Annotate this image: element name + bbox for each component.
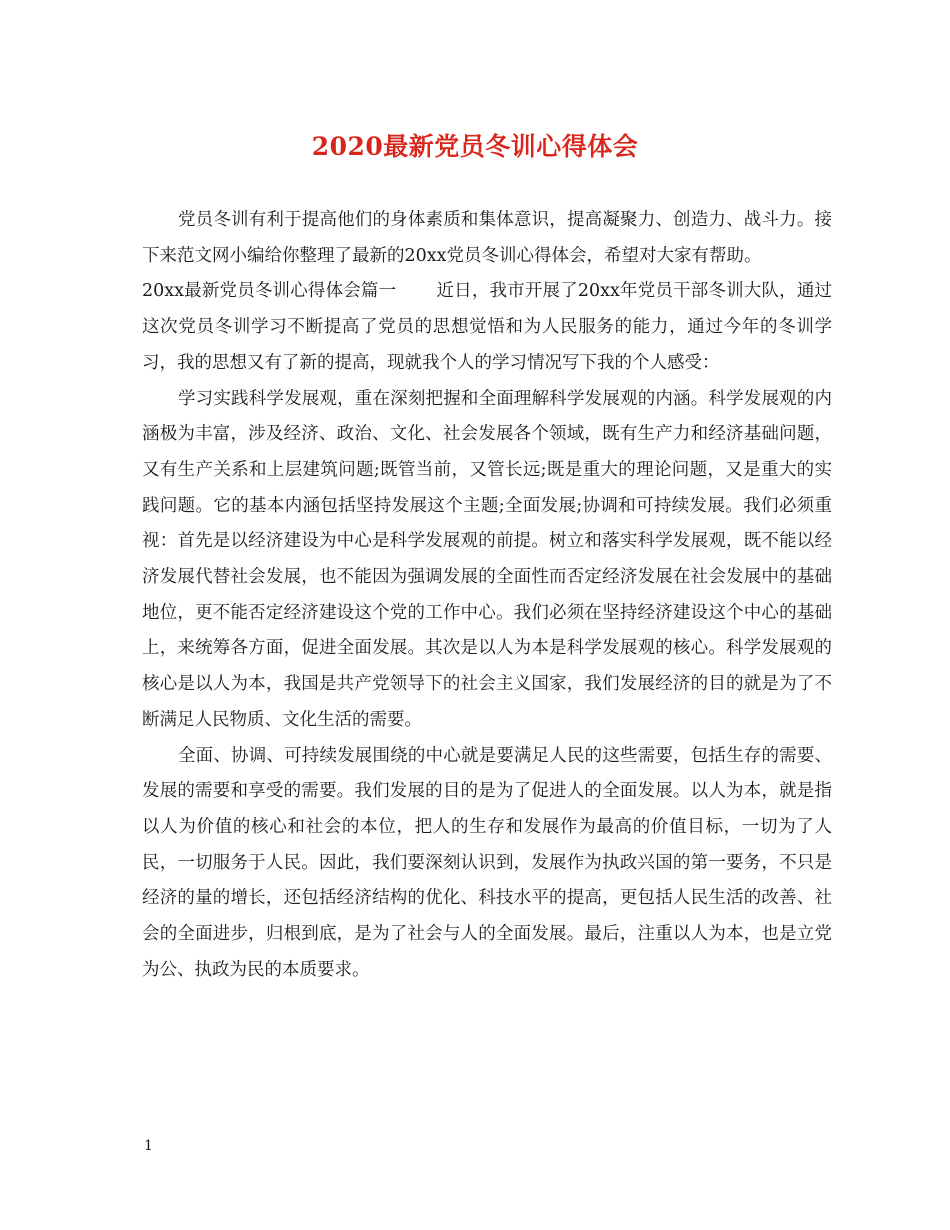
section-heading: 20xx最新党员冬训心得体会篇一 xyxy=(142,281,397,302)
paragraph-intro: 党员冬训有利于提高他们的身体素质和集体意识，提高凝聚力、创造力、战斗力。接下来范文网小编给你整理了最新的20xx党员冬训心得体会，希望对大家有帮助。 xyxy=(142,210,832,266)
paragraph-scientific-development: 学习实践科学发展观，重在深刻把握和全面理解科学发展观的内涵。科学发展观的内涵极为丰富，涉及经济、政治、文化、社会发展各个领域，既有生产力和经济基础问题，又有生产关系和上层建筑问题;既管当前，又管长远;既是重大的理论问题，又是重大的实践问题。它的基本内涵包括坚持发展这个主题;全面发展;协调和可持续发展。我们必须重视：首先是以经济建设为中心是科学发展观的前提。树立和落实科学发展观，既不能以经济发展代替社会发展，也不能因为强调发展的全面性而否定经济发展在社会发展中的基础地位，更不能否定经济建设这个党的工作中心。我们必须在坚持经济建设这个中心的基础上，来统筹各方面，促进全面发展。其次是以人为本是科学发展观的核心。科学发展观的核心是以人为本，我国是共产党领导下的社会主义国家，我们发展经济的目的就是为了不断满足人民物质、文化生活的需要。 xyxy=(142,388,832,730)
page-number: 1 xyxy=(144,1138,153,1154)
paragraph-people-oriented: 全面、协调、可持续发展围绕的中心就是要满足人民的这些需要，包括生存的需要、发展的需要和享受的需要。我们发展的目的是为了促进人的全面发展。以人为本，就是指以人为价值的核心和社会的本位，把人的生存和发展作为最高的价值目标，一切为了人民，一切服务于人民。因此，我们要深刻认识到，发展作为执政兴国的第一要务，不只是经济的量的增长，还包括经济结构的优化、科技水平的提高，更包括人民生活的改善、社会的全面进步，归根到底，是为了社会与人的全面发展。最后，注重以人为本，也是立党为公、执政为民的本质要求。 xyxy=(142,745,832,980)
document-body xyxy=(142,203,832,988)
paragraph-section-one xyxy=(142,274,832,381)
document-title: 2020最新党员冬训心得体会 xyxy=(311,132,639,161)
section-one-text: 近日，我市开展了20xx年党员干部冬训大队，通过这次党员冬训学习不断提高了党员的思想觉悟和为人民服务的能力，通过今年的冬训学习，我的思想又有了新的提高，现就我个人的学习情况写下我的个人感受： xyxy=(142,281,832,373)
